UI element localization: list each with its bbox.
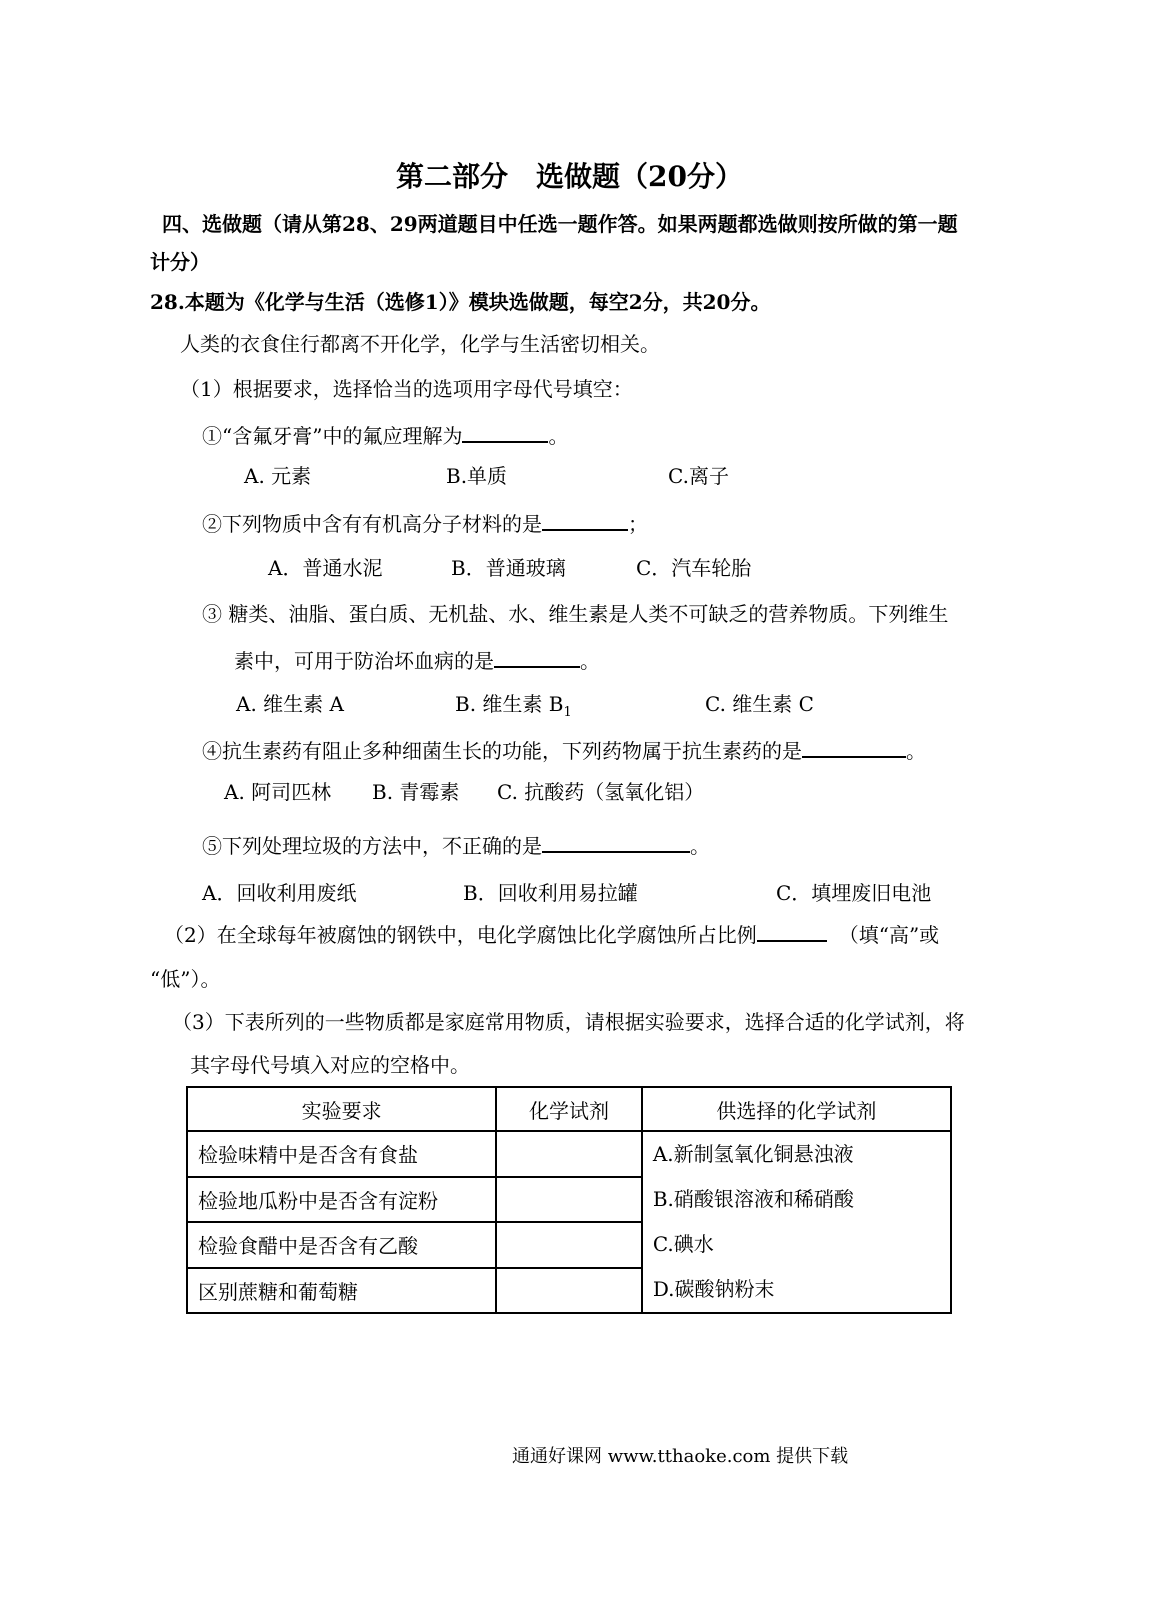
part1-prompt: （1）根据要求，选择恰当的选项用字母代号填空： xyxy=(180,377,633,401)
q5-option-b: B．回收利用易拉罐 xyxy=(463,881,638,905)
q3-end: 。 xyxy=(580,649,600,673)
table-row xyxy=(187,1131,951,1177)
q2-end: ； xyxy=(628,512,648,536)
option-b: B.硝酸银溶液和稀硝酸 xyxy=(652,1187,854,1211)
q3-option-b-subscript: 1 xyxy=(563,705,572,720)
reagent-answer-cell[interactable] xyxy=(496,1177,642,1223)
q5-end: 。 xyxy=(690,834,710,858)
q1-option-c: C.离子 xyxy=(668,464,729,488)
q1-text: ①“含氟牙膏”中的氟应理解为 xyxy=(202,424,463,448)
option-c: C.碘水 xyxy=(652,1232,714,1256)
q2-option-c: C．汽车轮胎 xyxy=(636,556,752,580)
q3-option-b-text: B. 维生素 B xyxy=(455,692,564,716)
part3-line1: （3）下表所列的一些物质都是家庭常用物质，请根据实验要求，选择合适的化学试剂，将 xyxy=(172,1010,965,1034)
q1-end: 。 xyxy=(548,424,569,448)
requirement-cell: 检验地瓜粉中是否含有淀粉 xyxy=(187,1177,496,1223)
q1-option-b: B.单质 xyxy=(446,464,508,488)
q2-text: ②下列物质中含有有机高分子材料的是 xyxy=(202,512,542,536)
q2-answer-blank[interactable] xyxy=(542,509,628,531)
table-header-row xyxy=(187,1087,951,1131)
q5-answer-blank[interactable] xyxy=(542,831,690,853)
q3-answer-blank[interactable] xyxy=(494,646,580,668)
q5-stem xyxy=(202,831,710,859)
footer-source: 通通好课网 www.tthaoke.com 提供下载 xyxy=(512,1446,849,1467)
header-requirement: 实验要求 xyxy=(187,1087,496,1131)
reagent-answer-cell[interactable] xyxy=(496,1268,642,1314)
q4-option-a: A. 阿司匹林 xyxy=(224,780,332,804)
q1-answer-blank[interactable] xyxy=(462,421,548,443)
reagent-answer-cell[interactable] xyxy=(496,1222,642,1268)
reagent-answer-cell[interactable] xyxy=(496,1131,642,1177)
q4-stem xyxy=(202,736,926,764)
page-title: 第二部分 选做题（20分） xyxy=(396,160,743,193)
q5-text: ⑤下列处理垃圾的方法中，不正确的是 xyxy=(202,834,542,858)
options-cell xyxy=(642,1131,951,1313)
part2-hint: （填“高”或 xyxy=(838,923,940,947)
option-d: D.碳酸钠粉末 xyxy=(652,1277,775,1301)
q1-stem xyxy=(202,421,568,449)
q2-option-b: B．普通玻璃 xyxy=(451,556,566,580)
header-options: 供选择的化学试剂 xyxy=(642,1087,951,1131)
q4-option-c: C. 抗酸药（氢氧化铝） xyxy=(497,780,705,804)
q3-stem-line2 xyxy=(234,646,600,674)
intro-text: 人类的衣食住行都离不开化学，化学与生活密切相关。 xyxy=(180,332,660,356)
q4-end: 。 xyxy=(906,739,926,763)
q1-option-a: A. 元素 xyxy=(244,464,312,488)
experiment-table xyxy=(186,1086,952,1314)
requirement-cell: 检验食醋中是否含有乙酸 xyxy=(187,1222,496,1268)
q3-stem-line1: ③ 糖类、油脂、蛋白质、无机盐、水、维生素是人类不可缺乏的营养物质。下列维生 xyxy=(202,602,949,626)
option-a: A.新制氢氧化铜悬浊液 xyxy=(652,1142,854,1166)
part2-line2: “低”）。 xyxy=(150,967,221,991)
part2-line1 xyxy=(164,920,939,948)
q5-option-c: C．填埋废旧电池 xyxy=(776,881,932,905)
section-intro-line1: 四、选做题（请从第28、29两道题目中任选一题作答。如果两题都选做则按所做的第一题 xyxy=(162,212,958,236)
requirement-cell: 区别蔗糖和葡萄糖 xyxy=(187,1268,496,1314)
q3-option-b xyxy=(455,691,572,726)
part3-line2: 其字母代号填入对应的空格中。 xyxy=(190,1053,470,1077)
q2-option-a: A．普通水泥 xyxy=(268,556,383,580)
q2-stem xyxy=(202,509,648,537)
q4-option-b: B. 青霉素 xyxy=(372,780,460,804)
q3-option-a: A. 维生素 A xyxy=(236,692,344,716)
q3-text: 素中，可用于防治坏血病的是 xyxy=(234,649,494,673)
question-28-header: 28.本题为《化学与生活（选修1）》模块选做题，每空2分，共20分。 xyxy=(150,290,771,314)
q5-option-a: A．回收利用废纸 xyxy=(202,881,357,905)
requirement-cell: 检验味精中是否含有食盐 xyxy=(187,1131,496,1177)
part2-answer-blank[interactable] xyxy=(757,920,827,942)
q4-answer-blank[interactable] xyxy=(802,736,906,758)
q3-option-c: C. 维生素 C xyxy=(705,692,814,716)
part2-text: （2）在全球每年被腐蚀的钢铁中，电化学腐蚀比化学腐蚀所占比例 xyxy=(164,923,757,947)
header-reagent: 化学试剂 xyxy=(496,1087,642,1131)
q4-text: ④抗生素药有阻止多种细菌生长的功能，下列药物属于抗生素药的是 xyxy=(202,739,802,763)
section-intro-line2: 计分） xyxy=(150,250,210,274)
